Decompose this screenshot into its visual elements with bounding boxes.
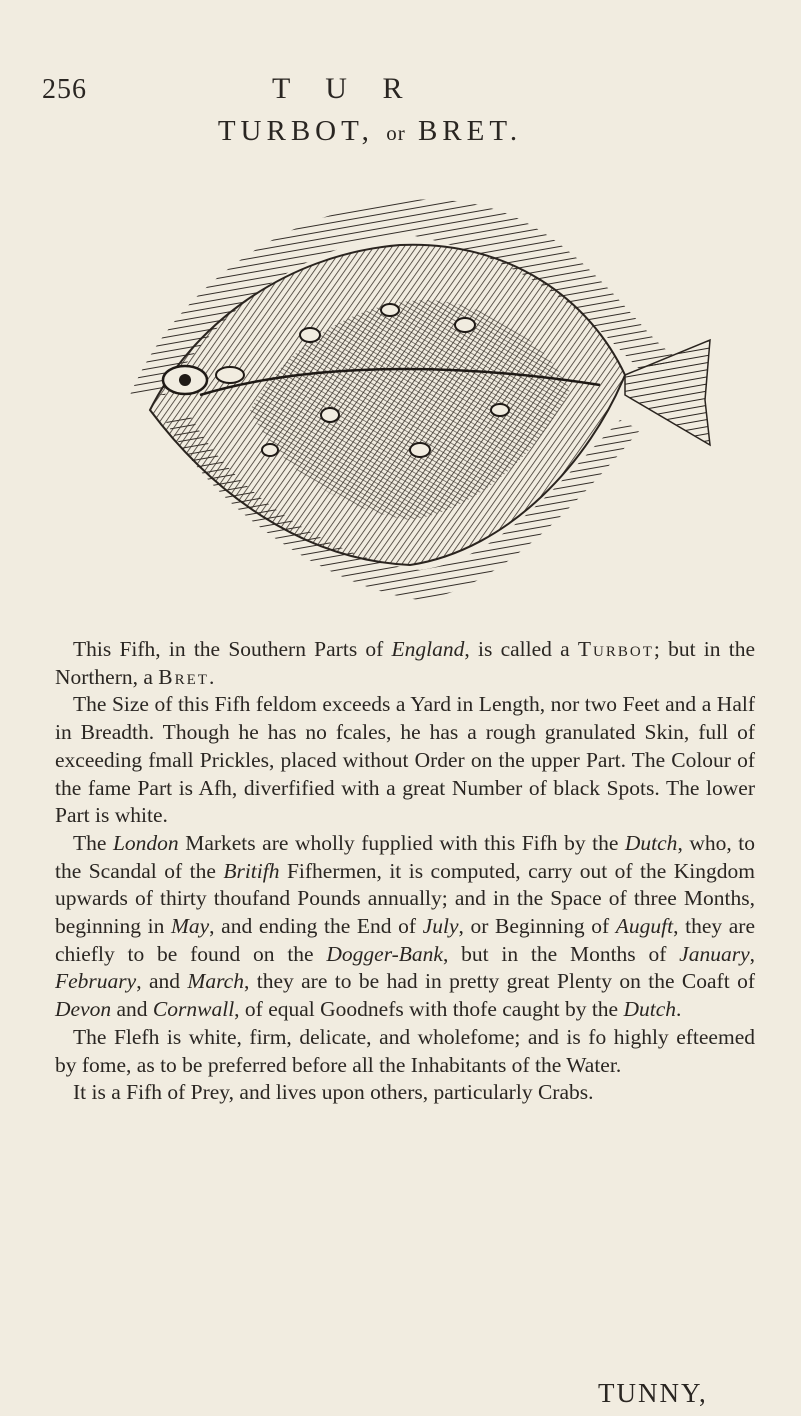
p3-italic: Devon [55, 997, 112, 1022]
entry-title [110, 115, 630, 148]
p3-text: , of equal Goodnefs with thofe caught by the [234, 997, 624, 1022]
p3-italic: London [112, 830, 179, 855]
p1-text-e: ; but in the Northern, a [55, 637, 755, 689]
p3-italic: Britifh [223, 858, 280, 883]
p3-italic: March [187, 969, 244, 994]
p3-text: , they are to be had in pretty great Plenty on the Coaft of [243, 969, 755, 994]
p3-text: Fifhermen, it is computed, carry out of the Kingdom upwards of thirty thoufand Pounds annually; and in the Space of three Months, beginning in [55, 858, 755, 939]
paragraph-4: The Flefh is white, firm, delicate, and wholefome; and is fo highly efteemed by fome, as to be preferred before all the Inhabitants of the Water. [55, 1024, 755, 1077]
p3-italic: July [422, 914, 459, 939]
p1-text-a: This Fifh, in the Southern Parts of [73, 637, 392, 661]
p3-text: , and [136, 969, 188, 994]
p3-text: and [111, 997, 153, 1022]
p3-italic: May [170, 914, 210, 939]
p3-italic: Dogger-Bank [326, 941, 443, 966]
catchword: TUNNY, [598, 1378, 708, 1408]
p1-place-england: England [391, 637, 465, 661]
title-alt: BRET. [417, 115, 523, 147]
p3-text: , but in the Months of [442, 941, 680, 966]
p3-text: , and ending the End of [209, 914, 423, 939]
p3-italic: Cornwall [152, 997, 235, 1022]
p3-text: . [676, 997, 682, 1022]
p3-italic: Auguft [615, 914, 674, 939]
p3-text: The [73, 830, 113, 855]
paragraph-3 [55, 830, 755, 1024]
paragraph-2: The Size of this Fifh feldom exceeds a Yard in Length, nor two Feet and a Half in Breadth. Though he has no fcales, he has a rough granulated Skin, full of exceeding fmall Prickles, placed without Order on the upper Part. The Colour of the fame Part is Afh, diverfified with a great Number of black Spots. The lower Part is white. [55, 692, 755, 828]
p3-text: Markets are wholly fupplied with this Fifh by the [178, 830, 625, 855]
title-main: TURBOT, [217, 115, 374, 147]
p1-text-c: , is called a [464, 637, 578, 661]
p3-italic: Dutch [623, 997, 677, 1022]
p3-text: , who, to the Scandal of the [55, 830, 755, 883]
p3-italic: February [55, 969, 137, 994]
p1-text-g: . [208, 664, 215, 689]
p3-italic: Dutch [624, 830, 678, 855]
entry-body [55, 636, 755, 1107]
turbot-engraving-icon [80, 160, 720, 630]
page-number: 256 [42, 74, 87, 105]
p1-term-bret: Bret [158, 664, 209, 689]
paragraph-1 [55, 636, 755, 691]
p1-term-turbot: Turbot [577, 637, 654, 661]
paragraph-5: It is a Fifh of Prey, and lives upon others, particularly Crabs. [73, 1080, 594, 1105]
p3-italic: January [679, 941, 750, 966]
p3-text: , they are chiefly to be found on the [55, 914, 755, 966]
p3-text: , [749, 941, 755, 966]
title-or: or [386, 121, 406, 145]
running-head: T U R [272, 72, 417, 105]
p3-text: , or Beginning of [458, 914, 616, 939]
